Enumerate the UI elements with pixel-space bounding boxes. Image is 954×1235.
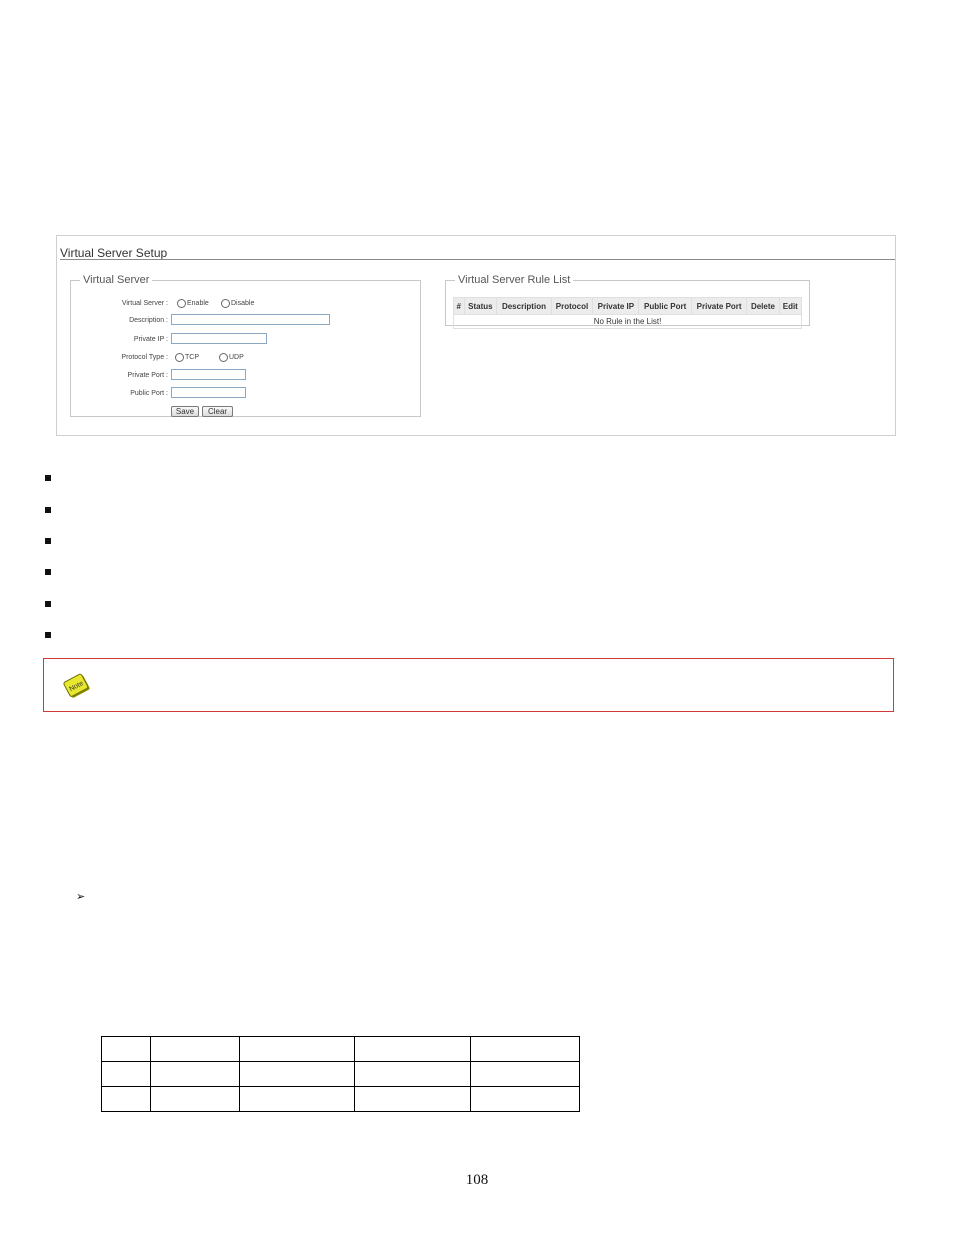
table-cell [102,1037,151,1062]
private-ip-input[interactable] [171,333,267,344]
empty-table [101,1036,580,1112]
table-cell [355,1087,471,1112]
rule-list-legend: Virtual Server Rule List [458,274,571,286]
clear-button[interactable]: Clear [202,406,233,417]
private-port-input[interactable] [171,369,246,380]
protocol-type-label: Protocol Type : [121,354,168,361]
column-header: Edit [779,298,801,315]
table-cell [240,1062,355,1087]
save-button[interactable]: Save [171,406,199,417]
udp-radio[interactable] [219,353,228,362]
rule-list-fieldset [445,274,810,326]
column-header: Protocol [551,298,593,315]
table-cell [240,1037,355,1062]
table-cell [151,1037,240,1062]
table-cell [355,1037,471,1062]
virtual-server-fieldset [70,274,421,417]
disable-radio[interactable] [221,299,230,308]
public-port-input[interactable] [171,387,246,398]
udp-label: UDP [229,354,244,361]
table-row [454,315,802,329]
description-input[interactable] [171,314,330,325]
note-icon [62,670,96,704]
column-header: Private Port [691,298,746,315]
enable-label: Enable [187,300,209,307]
virtual-server-setup-panel [56,235,896,436]
note-box [43,658,894,712]
table-cell [151,1087,240,1112]
table-cell [471,1062,580,1087]
title-divider [60,259,895,260]
panel-title: Virtual Server Setup [60,246,168,260]
arrow-bullet-icon: ➢ [76,891,86,903]
column-header: Delete [747,298,779,315]
rule-list-table [453,297,802,329]
tcp-label: TCP [185,354,199,361]
column-header: Status [464,298,497,315]
enable-radio[interactable] [177,299,186,308]
table-cell [102,1062,151,1087]
tcp-radio[interactable] [175,353,184,362]
public-port-label: Public Port : [130,390,168,397]
column-header: Public Port [639,298,691,315]
empty-list-message: No Rule in the List! [454,315,802,329]
bullet-marker [45,569,51,575]
bullet-marker [45,632,51,638]
private-port-label: Private Port : [127,372,168,379]
virtual-server-legend: Virtual Server [83,274,150,286]
table-cell [102,1087,151,1112]
bullet-marker [45,601,51,607]
column-header: Private IP [593,298,639,315]
table-cell [240,1087,355,1112]
bullet-marker [45,507,51,513]
description-label: Description : [129,317,168,324]
rule-list-header-row [454,298,802,315]
private-ip-label: Private IP : [133,336,168,343]
bullet-marker [45,475,51,481]
column-header: Description [497,298,551,315]
note-icon-text: Note [68,680,85,694]
virtual-server-label: Virtual Server : [121,300,168,307]
table-row [102,1037,580,1062]
table-cell [355,1062,471,1087]
page-number: 108 [465,1172,489,1188]
table-row [102,1087,580,1112]
table-row [102,1062,580,1087]
table-cell [151,1062,240,1087]
table-cell [471,1037,580,1062]
bullet-marker [45,538,51,544]
disable-label: Disable [231,300,255,307]
column-header: # [454,298,465,315]
table-cell [471,1087,580,1112]
